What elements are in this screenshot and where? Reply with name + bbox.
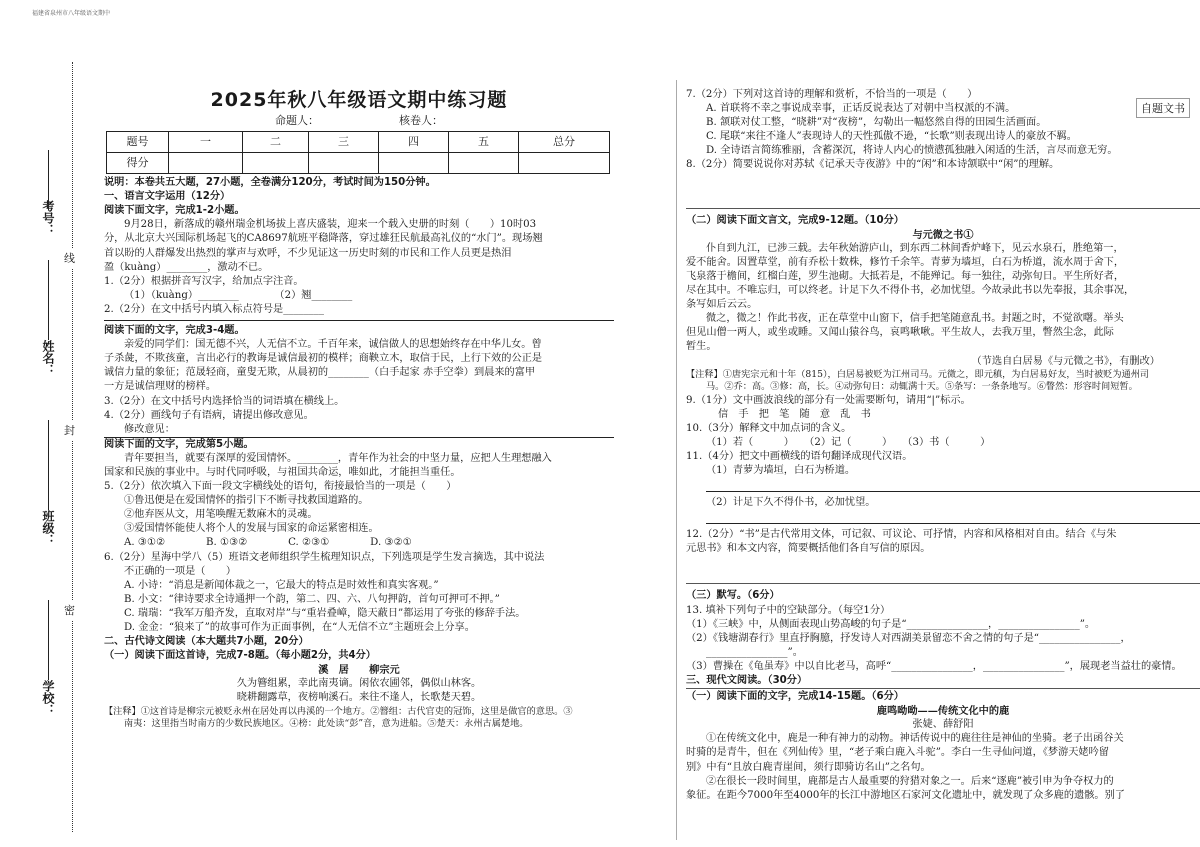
dictation-2-cont[interactable]: ________________”。 [706,646,803,658]
question-5: 5.（2分）依次填入下面一段文字横线处的语句，衔接最恰当的一项是（ ） [104,481,457,493]
passage-line: ②在很长一段时间里，鹿都是古人最重要的狩猎对象之一。后来“逐鹿”被引申为争夺权力的 [706,775,1114,787]
score-table-header-row [107,132,610,153]
poem-note: 【注释】①这首诗是柳宗元被贬永州在居处再以冉溪的一个地方。②簪组：古代官吏的冠饰，这里是做官的意思。③ [104,705,573,717]
question-6-cont: 不正确的一项是（ ） [124,565,237,577]
choice-a: A. 首联将不幸之事说成幸事，正话反说表达了对朝中当权派的不满。 [706,103,1016,115]
section-heading: 一、语言文字运用（12分） [104,191,231,203]
passage-line: 但见山僧一两人，或坐或睡。又闻山猿谷鸟，哀鸣啾啾。平生故人，去我万里，瞥然尘念，此际 [686,327,1114,339]
score-table [106,131,610,174]
question-11-2: （2）计足下久不得仆书，必加忧望。 [706,497,876,509]
divider [686,583,1200,584]
passage-line: 盈（kuàng）________，激动不已。 [104,261,269,273]
passage-line: 暂生。 [686,341,717,353]
score-input-cell[interactable] [309,153,379,174]
question-12-cont: 元思书》和本文内容，简要概括他们各自写信的原因。 [686,543,931,555]
passage-line: 诚信力量的象征；范晟轻商，童叟无欺，从晨初的________（白手起家 赤手空拳）到晨来的富甲 [104,367,536,379]
passage-line: 时骑的是青牛，但在《列仙传》里，“老子乘白鹿入斗驼”。李白一生寻仙问道，《梦游天姥吟留 [686,747,1109,759]
question-1: 1.（2分）根据拼音写汉字，给加点字注音。 [104,275,304,287]
passage-line: 一方是诚信理财的榜样。 [104,381,217,393]
choice-c: C. 尾联“来往不逢人”表现诗人的天性孤傲不逊，“长歌”则表现出诗人的豪放不羁。 [706,131,1077,143]
passage-line: 爱不能舍。因置草堂，前有乔松十数株，修竹千余竿。青萝为墙垣，白石为桥道，流水周于舍下， [686,256,1125,268]
instructions: 说明：本卷共五大题，27小题，全卷满分120分，考试时间为150分钟。 [104,177,436,189]
question-13: 13. 填补下列句子中的空缺部分。（每空1分） [686,604,891,616]
reading-instruction: 阅读下面的文字，完成3-4题。 [104,325,245,337]
divider [104,320,614,321]
score-cell: 总分 [519,132,610,153]
checker-label: 核卷人： [399,114,443,127]
exam-number-line [48,150,49,210]
poem-line: 久为簪组累，幸此南夷谪。闲依农圃邻，偶似山林客。 [236,678,482,690]
section-heading: 三、现代文阅读。（30分） [686,675,808,686]
answer-space[interactable] [686,556,1200,578]
passage-line: 仆自到九江，已涉三载。去年秋始游庐山，到东西二林间香炉峰下，见云水泉石，胜绝第一， [706,242,1124,254]
passage-line: 尽在其中。不唯忘归，可以终老。计足下久不得仆书，必加忧望。今故录此书以先奉报，其余事况， [686,285,1135,297]
article-author: 张婕、薛舒阳 [912,719,974,731]
passage-line: 亲爱的同学们：国无德不兴，人无信不立。千百年来，诚信做人的思想始终存在中华儿女。曾 [124,339,542,351]
page-title: 2025年秋八年级语文期中练习题 [210,89,508,111]
page-header-note: 福建省泉州市八年级语文期中 [32,10,111,17]
reading-instruction: 阅读下面文字，完成1-2小题。 [104,205,245,217]
section-heading: （二）阅读下面文言文，完成9-12题。（10分） [686,214,904,226]
score-input-cell[interactable] [379,153,449,174]
binding-char-feng: 封 [64,420,75,440]
dictation-1[interactable]: （1）《三峡》中，从侧面表现山势高峻的句子是“________________，________________”。 [686,618,1096,630]
reading-instruction: （一）阅读下面这首诗，完成7-8题。（每小题2分，共4分） [104,650,376,662]
choice-line: A. ③①② B. ①③② C. ②③① D. ③②① [124,537,412,549]
right-column [686,88,1200,803]
score-input-cell[interactable] [449,153,519,174]
score-table-score-row [107,153,610,174]
dictation-2[interactable]: （2）《钱塘湖春行》里直抒胸臆，抒发诗人对西湖美景留恋不舍之情的句子是“________________， [686,632,1131,644]
exam-number-label: 考号： [41,200,55,236]
binding-dotted-line [72,62,73,832]
subtitle [104,114,614,128]
score-input-cell[interactable] [169,153,243,174]
choice-d: D. 全诗语言简练雅丽，含蓄深沉，将诗人内心的愤懑孤独融入闲适的生活，言尽而意无穷。 [706,145,1118,157]
passage-line: 象征。在距今7000年至4000年的长江中游地区石家河文化遗址中，就发现了众多鹿的遗骸。别了 [686,789,1125,801]
choice-b: B. 颔联对仗工整，“晓耕”对“夜榜”，勾勒出一幅悠然自得的田园生活画面。 [706,117,1047,129]
binding-char-xian: 线 [64,248,75,268]
class-line [48,420,49,510]
passage-line: 子杀彘，不欺孩童，言出必行的教诲是诚信最初的模样；商鞅立木，取信于民，上行下效的公正是 [104,353,543,365]
question-3: 3.（2分）在文中括号内选择恰当的词语填在横线上。 [104,395,345,407]
question-7: 7.（2分）下列对这首诗的理解和赏析，不恰当的一项是（ ） [686,89,978,100]
source-note: （节选自白居易《与元微之书》，有删改） [971,355,1160,367]
score-input-cell[interactable] [243,153,309,174]
passage-line: 分，从北京大兴国际机场起飞的CA8697航班平稳降落，穿过雄狂民航最高礼仪的“水门”。现场翘 [104,233,543,245]
question-9-phrase[interactable]: 信 手 把 笔 随 意 乱 书 [718,408,871,420]
option-line: ②他弃医从文，用笔唤醒无数麻木的灵魂。 [124,509,318,521]
question-10: 10.（3分）解释文中加点词的含义。 [686,422,852,434]
passage-line: ①在传统文化中，鹿是一种有神力的动物。神话传说中的鹿往往是神仙的坐骑。老子出函谷关 [706,733,1124,745]
choice-c: C. 瑞瑞：“我军万船齐发，直取对岸”与“重岩叠嶂，隐天蔽日”都运用了夸张的修辞手法。 [124,607,526,619]
divider [686,208,1200,209]
stamp-mark: 自题文书 [1136,98,1190,118]
passage-line: 9月28日，新落成的赣州瑞金机场拔上喜庆盛装，迎来一个载入史册的时刻（ ）10时03 [124,219,537,231]
author-label: 命题人： [275,114,319,127]
choice-d: D. 金金：“狼来了”的故事可作为正面事例，在“人无信不立”主题班会上分享。 [124,622,475,633]
score-cell: 三 [309,132,379,153]
question-12: 12.（2分）“书”是古代常用文体，可记叙、可议论、可抒情，内容和风格相对自由。结合《与朱 [686,529,1117,541]
reading-instruction: （一）阅读下面的文字，完成14-15题。（6分） [686,688,1200,704]
name-line [48,260,49,340]
question-6: 6.（2分）星海中学八（5）班语文老师组织学生梳理知识点，下列选项是学生发言摘选，其中说法 [104,551,545,563]
essay-note: 【注释】①唐宪宗元和十年（815），白居易被贬为江州司马。元微之，即元稹，为白居易好友，当时被贬为通州司 [686,368,1150,380]
question-10-blanks[interactable]: （1）若（ ） （2）记（ ） （3）书（ ） [706,436,991,448]
score-cell: 一 [169,132,243,153]
binding-margin [0,40,110,840]
passage-line: 飞泉落于檐间，红榴白莲，罗生池砌。大抵若是，不能殚记。每一独往，动弥旬日。平生所好者， [686,270,1125,282]
poem-note: 南夷：这里指当时南方的少数民族地区。④榜：此处读“彭”音，意为进船。⑤楚天：永州古属楚地。 [124,718,529,730]
left-column [104,80,614,731]
section-heading: （三）默写。（6分） [686,590,780,602]
option-line: ①鲁迅便是在爱国情怀的指引下不断寻找救国道路的。 [124,495,369,507]
question-1-blanks[interactable]: （1）（kuàng）________ （2）翘________ [124,289,353,301]
score-input-cell[interactable] [519,153,610,174]
name-label: 姓名： [41,340,55,376]
dictation-3[interactable]: （3）曹操在《龟虽寿》中以自比老马，高呼“________________，________________”，展现老当益壮的豪情。 [686,660,1182,672]
section-heading: 二、古代诗文阅读（本大题共7小题，20分） [104,636,309,648]
passage-line: 青年要担当，就要有深厚的爱国情怀。________，青年作为社会的中坚力量，应把人生理想融入 [124,452,552,464]
passage-line: 别》中有“且放白鹿青崖间，须行即骑访名山”之名句。 [686,761,931,773]
school-line [48,600,49,680]
answer-space[interactable] [686,173,1200,203]
answer-line[interactable] [706,480,1200,492]
article-title: 鹿鸣呦呦——传统文化中的鹿 [876,705,1010,718]
score-cell: 二 [243,132,309,153]
passage-line: 国家和民族的事业中。与时代同呼吸，与祖国共命运，唯如此，才能担当重任。 [104,466,461,478]
question-8: 8.（2分）简要说说你对苏轼《记承天寺夜游》中的“闲”和本诗颔联中“闲”的理解。 [686,159,1060,171]
essay-title: 与元微之书① [912,228,974,241]
reading-instruction: 阅读下面的文字，完成第5小题。 [104,438,254,450]
score-cell: 五 [449,132,519,153]
column-divider [676,80,677,840]
poem-line: 晓耕翻露草，夜榜响溪石。来往不逢人，长歌楚天碧。 [236,692,482,704]
passage-line: 条写如后云云。 [686,299,758,311]
revision-answer-line[interactable]: 修改意见： [104,423,614,438]
choice-b: B. 小文：“律诗要求全诗通押一个韵，第二、四、六、八句押韵，首句可押可不押。” [124,593,500,605]
question-2[interactable]: 2.（2分）在文中括号内填入标点符号是________ [104,303,324,315]
choice-a: A. 小诗：“消息是新闻体裁之一，它最大的特点是时效性和真实客观。” [124,579,439,591]
answer-line[interactable] [706,512,1200,524]
poem-title: 溪 居 柳宗元 [318,664,400,677]
passage-line: 首以盼的人群爆发出热烈的掌声与欢呼，不少见证这一历史时刻的市民和工作人员更是热泪 [104,247,512,259]
essay-note: 马。②乔：高。③修：高，长。④动弥旬日：动辄满十天。⑤条写：一条条地写。⑥瞥然：形容时间短暂。 [706,381,1138,393]
binding-char-mi: 密 [64,600,75,620]
question-11-1: （1）青萝为墙垣，白石为桥道。 [706,465,856,477]
question-4: 4.（2分）画线句子有语病，请提出修改意见。 [104,409,314,421]
question-11: 11.（4分）把文中画横线的语句翻译成现代汉语。 [686,450,913,462]
question-9: 9.（1分）文中画波浪线的部分有一处需要断句，请用“|”标示。 [686,394,971,406]
passage-line: 微之，微之！作此书夜，正在草堂中山窗下，信手把笔随意乱书。封题之时，不觉欲曙。举头 [706,313,1124,325]
class-label: 班级： [41,510,55,546]
score-cell: 题号 [107,132,169,153]
school-label: 学校： [41,680,55,716]
score-row-label: 得分 [107,153,169,174]
score-cell: 四 [379,132,449,153]
option-line: ③爱国情怀能使人将个人的发展与国家的命运紧密相连。 [124,523,379,535]
